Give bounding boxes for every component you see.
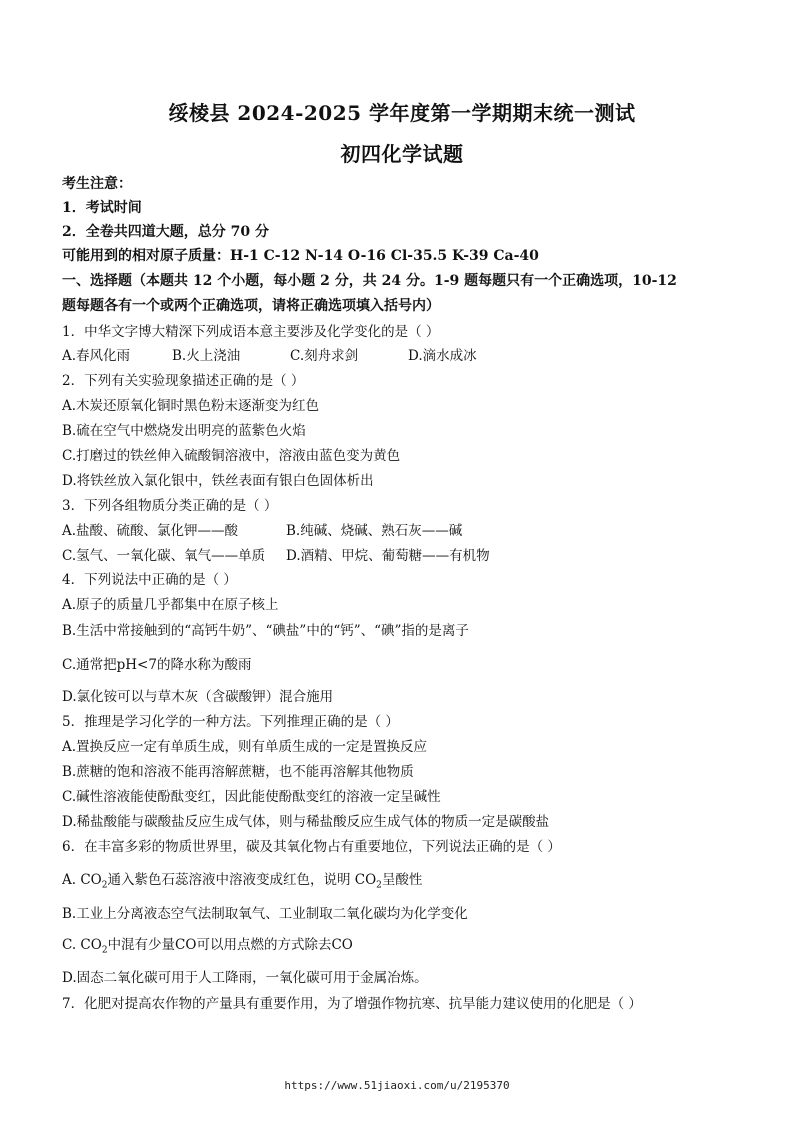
question-3-stem: 3．下列各组物质分类正确的是（ ） bbox=[62, 498, 278, 514]
option-a-middle: 通入紫色石蕊溶液中溶液变成红色，说明 CO bbox=[107, 872, 377, 888]
notice-heading: 考生注意： bbox=[62, 176, 132, 192]
option-a-suffix: 呈酸性 bbox=[381, 872, 423, 888]
question-5-option-c: C.碱性溶液能使酚酞变红，因此能使酚酞变红的溶液一定呈碱性 bbox=[62, 789, 441, 805]
question-4-option-d: D.氯化铵可以与草木灰（含碳酸钾）混合施用 bbox=[62, 689, 334, 705]
question-6-stem: 6．在丰富多彩的物质世界里，碳及其氧化物占有重要地位，下列说法正确的是（ ） bbox=[62, 839, 561, 855]
option-a: A.春风化雨 bbox=[62, 348, 131, 364]
option-a-prefix: A. CO bbox=[62, 872, 102, 888]
question-3-options-ab bbox=[62, 521, 462, 541]
subscript: 2 bbox=[101, 880, 108, 891]
option-a: A.盐酸、硫酸、氯化钾——酸 bbox=[62, 523, 239, 539]
footer-url: https://www.51jiaoxi.com/u/2195370 bbox=[284, 1079, 510, 1092]
notice-item-2: 2．全卷共四道大题，总分 70 分 bbox=[62, 224, 269, 240]
option-c-suffix: 中混有少量CO可以用点燃的方式除去CO bbox=[107, 937, 353, 953]
section-heading-2: 题每题各有一个或两个正确选项，请将正确选项填入括号内） bbox=[62, 298, 440, 314]
question-2-option-c: C.打磨过的铁丝伸入硫酸铜溶液中，溶液由蓝色变为黄色 bbox=[62, 448, 401, 464]
question-5-option-b: B.蔗糖的饱和溶液不能再溶解蔗糖，也不能再溶解其他物质 bbox=[62, 764, 414, 780]
question-4-option-b: B.生活中常接触到的“高钙牛奶”、“碘盐”中的“钙”、“碘”指的是离子 bbox=[62, 623, 469, 639]
question-2-stem: 2．下列有关实验现象描述正确的是（ ） bbox=[62, 373, 305, 389]
option-b: B.纯碱、烧碱、熟石灰——碱 bbox=[286, 523, 463, 539]
atomic-mass-line: 可能用到的相对原子质量：H-1 C-12 N-14 O-16 Cl-35.5 K-39 Ca-40 bbox=[62, 248, 539, 264]
question-1-options bbox=[62, 346, 477, 366]
question-4-option-a: A.原子的质量几乎都集中在原子核上 bbox=[62, 597, 279, 613]
option-d: D.酒精、甲烷、葡萄糖——有机物 bbox=[286, 548, 490, 564]
exam-title: 绥棱县 2024-2025 学年度第一学期期末统一测试 bbox=[168, 101, 636, 125]
subscript: 2 bbox=[101, 945, 108, 956]
question-1-stem: 1．中华文字博大精深下列成语本意主要涉及化学变化的是（ ） bbox=[62, 324, 440, 340]
option-c-prefix: C. CO bbox=[62, 937, 102, 953]
question-6-option-c bbox=[62, 935, 353, 961]
question-6-option-d: D.固态二氧化碳可用于人工降雨，一氧化碳可用于金属冶炼。 bbox=[62, 970, 428, 986]
question-4-option-c: C.通常把pH<7的降水称为酸雨 bbox=[62, 657, 252, 673]
question-3-options-cd bbox=[62, 546, 490, 566]
question-6-option-a bbox=[62, 870, 422, 896]
exam-subtitle: 初四化学试题 bbox=[340, 142, 464, 166]
question-2-option-d: D.将铁丝放入氯化银中，铁丝表面有银白色固体析出 bbox=[62, 473, 374, 489]
notice-item-1: 1．考试时间 bbox=[62, 200, 142, 216]
question-5-option-a: A.置换反应一定有单质生成，则有单质生成的一定是置换反应 bbox=[62, 739, 428, 755]
question-6-option-b: B.工业上分离液态空气法制取氧气、工业制取二氧化碳均为化学变化 bbox=[62, 906, 468, 922]
option-b: B.火上浇油 bbox=[172, 348, 241, 364]
question-2-option-a: A.木炭还原氧化铜时黑色粉末逐渐变为红色 bbox=[62, 398, 320, 414]
section-heading-1: 一、选择题（本题共 12 个小题，每小题 2 分，共 24 分。1-9 题每题只有一个正确选项，10-12 bbox=[62, 273, 677, 289]
option-d: D.滴水成冰 bbox=[408, 348, 477, 364]
question-2-option-b: B.硫在空气中燃烧发出明亮的蓝紫色火焰 bbox=[62, 423, 306, 439]
question-4-stem: 4．下列说法中正确的是（ ） bbox=[62, 572, 237, 588]
option-c: C.刻舟求剑 bbox=[290, 348, 359, 364]
question-5-stem: 5．推理是学习化学的一种方法。下列推理正确的是（ ） bbox=[62, 714, 399, 730]
subscript: 2 bbox=[376, 880, 382, 891]
question-5-option-d: D.稀盐酸能与碳酸盐反应生成气体，则与稀盐酸反应生成气体的物质一定是碳酸盐 bbox=[62, 814, 550, 830]
option-c: C.氢气、一氧化碳、氧气——单质 bbox=[62, 548, 266, 564]
question-7-stem: 7．化肥对提高农作物的产量具有重要作用，为了增强作物抗寒、抗旱能力建议使用的化肥是（ ） bbox=[62, 996, 642, 1012]
